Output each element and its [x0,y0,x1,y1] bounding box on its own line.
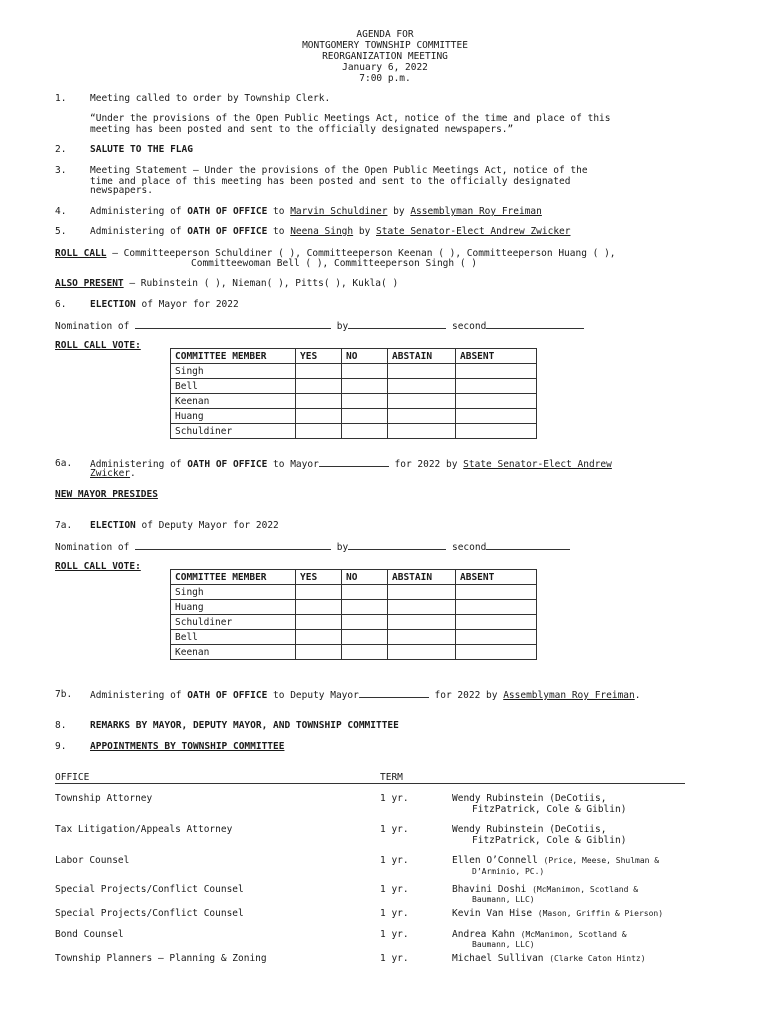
item-6-desc: of Mayor for 2022 [135,299,239,310]
appointee-name: Wendy Rubinstein (DeCotiis, [452,824,607,835]
vote-absent-cell[interactable] [456,645,537,660]
member-name: Huang [171,409,296,424]
vote-yes-cell[interactable] [296,379,342,394]
appointment-term: 1 yr. [380,855,409,866]
item-7a-number: 7a. [55,520,73,531]
member-name: Singh [171,364,296,379]
item-4-official: Assemblyman Roy Freiman [410,206,542,217]
appointee-firm: (Mason, Griffin & Pierson) [537,909,664,918]
appointment-name-cont: FitzPatrick, Cole & Giblin) [472,835,627,846]
item-7b-number: 7b. [55,689,73,700]
vote-table-1 [170,348,537,439]
item-5-to: to [267,226,291,237]
member-name: Schuldiner [171,615,296,630]
item-6-number: 6. [55,299,67,310]
item-6a-blank[interactable] [319,458,389,467]
col-no: NO [342,570,388,585]
item-5-text [90,226,570,237]
appointment-firm-cont: D’Arminio, PC.) [472,867,545,876]
item-7b-period: . [634,690,641,701]
item-5-by: by [353,226,377,237]
appointee-name: Bhavini Doshi [452,884,533,895]
col-abstain: ABSTAIN [388,349,456,364]
item-8-text: REMARKS BY MAYOR, DEPUTY MAYOR, AND TOWNSHIP COMMITTEE [90,720,399,731]
item-6a-oath: OATH OF OFFICE [187,459,268,470]
appointment-office: Special Projects/Conflict Counsel [55,908,244,919]
item-7b-prefix: Administering of [90,690,188,701]
nomination-1 [55,320,584,332]
vote-yes-cell[interactable] [296,645,342,660]
header-line-committee: MONTGOMERY TOWNSHIP COMMITTEE [302,40,468,51]
appointment-firm-cont: Baumann, LLC) [472,895,535,904]
appointment-office: Labor Counsel [55,855,130,866]
nomination-2-label: Nomination of [55,542,136,553]
item-6a-mayor: to Mayor [267,459,319,470]
appointee-firm: (Price, Meese, Shulman & [543,856,660,865]
item-3-line-1: Meeting Statement – Under the provisions of the Open Public Meetings Act, notice of the [90,165,588,176]
item-3-line-2: time and place of this meeting has been posted and sent to the officially designated [90,176,571,187]
appointment-firm-cont: Baumann, LLC) [472,940,535,949]
item-6a-for: for 2022 by [388,459,464,470]
appointment-name [452,953,646,964]
member-name: Schuldiner [171,424,296,439]
vote-yes-cell[interactable] [296,424,342,439]
item-6a-number: 6a. [55,458,73,469]
item-5-number: 5. [55,226,67,237]
item-4-text [90,206,542,217]
item-3-line-3: newspapers. [90,185,153,196]
appointee-name: Andrea Kahn [452,929,521,940]
member-name: Keenan [171,645,296,660]
item-7b-official: Assemblyman Roy Freiman [503,690,635,701]
col-yes: YES [296,349,342,364]
vote-abstain-cell[interactable] [388,585,456,600]
item-4-oath: OATH OF OFFICE [187,206,268,217]
appointee-name: Wendy Rubinstein (DeCotiis, [452,793,607,804]
vote-absent-cell[interactable] [456,379,537,394]
vote-no-cell[interactable] [342,600,388,615]
appointment-name-cont: FitzPatrick, Cole & Giblin) [472,804,627,815]
item-9-number: 9. [55,741,67,752]
item-6-text [90,299,239,310]
member-name: Bell [171,630,296,645]
item-7b-oath: OATH OF OFFICE [187,690,268,701]
vote-table-1-header [171,349,537,364]
vote-yes-cell[interactable] [296,409,342,424]
table-row [171,409,537,424]
table-row [171,424,537,439]
appointment-office: Township Attorney [55,793,153,804]
appointment-office: Township Planners – Planning & Zoning [55,953,267,964]
table-row [171,600,537,615]
col-absent: ABSENT [456,349,537,364]
appointment-office: Bond Counsel [55,929,124,940]
roll-call-vote-2-label: ROLL CALL VOTE: [55,561,141,572]
vote-table-2-header [171,570,537,585]
vote-absent-cell[interactable] [456,364,537,379]
appointment-term: 1 yr. [380,908,409,919]
vote-abstain-cell[interactable] [388,409,456,424]
item-4-prefix: Administering of [90,206,188,217]
roll-call-label: ROLL CALL [55,248,107,259]
nomination-2-second: second [446,542,487,553]
item-1-quote-line-1: “Under the provisions of the Open Public Meetings Act, notice of the time and place of this [90,113,611,124]
col-abstain: ABSTAIN [388,570,456,585]
appointee-name: Ellen O’Connell [452,855,544,866]
roll-call-members-1: – Committeeperson Schuldiner ( ), Committeeperson Keenan ( ), Committeeperson Huang ( ), [106,248,616,259]
vote-no-cell[interactable] [342,645,388,660]
member-name: Keenan [171,394,296,409]
vote-no-cell[interactable] [342,615,388,630]
vote-abstain-cell[interactable] [388,600,456,615]
item-1-number: 1. [55,93,67,104]
nomination-2-by-blank[interactable] [348,541,446,550]
item-9-text: APPOINTMENTS BY TOWNSHIP COMMITTEE [90,741,285,752]
appointment-name [452,824,606,835]
appointments-office-header: OFFICE [55,772,93,783]
item-4-by: by [387,206,411,217]
appointment-term: 1 yr. [380,953,409,964]
roll-call-vote-1-label: ROLL CALL VOTE: [55,340,141,351]
vote-abstain-cell[interactable] [388,379,456,394]
table-row [171,364,537,379]
item-5-oath: OATH OF OFFICE [187,226,268,237]
vote-abstain-cell[interactable] [388,645,456,660]
nomination-1-by: by [331,321,349,332]
vote-absent-cell[interactable] [456,409,537,424]
vote-absent-cell[interactable] [456,424,537,439]
item-6a-official: State Senator-Elect Andrew [463,459,612,470]
item-2-text: SALUTE TO THE FLAG [90,144,193,155]
member-name: Bell [171,379,296,394]
vote-yes-cell[interactable] [296,364,342,379]
vote-yes-cell[interactable] [296,394,342,409]
new-mayor-presides: NEW MAYOR PRESIDES [55,489,158,500]
table-row [171,585,537,600]
vote-absent-cell[interactable] [456,394,537,409]
col-committee-member: COMMITTEE MEMBER [171,570,296,585]
also-present-label: ALSO PRESENT [55,278,124,289]
appointee-firm: (McManimon, Scotland & [520,930,627,939]
appointment-term: 1 yr. [380,884,409,895]
roll-call-line-2: Committeewoman Bell ( ), Committeeperson Singh ( ) [191,258,477,269]
appointments-header-rule [55,772,685,784]
vote-yes-cell[interactable] [296,600,342,615]
vote-yes-cell[interactable] [296,630,342,645]
item-3-number: 3. [55,165,67,176]
header-line-agenda: AGENDA FOR [356,29,414,40]
table-row [171,615,537,630]
item-5-name: Neena Singh [290,226,354,237]
nomination-1-blank[interactable] [135,320,331,329]
appointment-term: 1 yr. [380,929,409,940]
nomination-1-second: second [446,321,487,332]
table-row [171,379,537,394]
vote-yes-cell[interactable] [296,615,342,630]
vote-abstain-cell[interactable] [388,424,456,439]
appointment-name [452,855,659,866]
appointment-name [452,793,606,804]
item-6-election: ELECTION [90,299,136,310]
member-name: Singh [171,585,296,600]
appointment-name [452,908,663,919]
item-6a-text [90,458,612,470]
vote-table-2 [170,569,537,660]
nomination-1-by-blank[interactable] [348,320,446,329]
item-7b-for: for 2022 by [428,690,504,701]
item-7b-deputy: to Deputy Mayor [267,690,359,701]
table-row [171,394,537,409]
member-name: Huang [171,600,296,615]
item-4-name: Marvin Schuldiner [290,206,388,217]
appointment-term: 1 yr. [380,824,409,835]
nomination-2-blank[interactable] [135,541,331,550]
appointment-term: 1 yr. [380,793,409,804]
table-row [171,630,537,645]
vote-absent-cell[interactable] [456,630,537,645]
appointment-office: Tax Litigation/Appeals Attorney [55,824,233,835]
appointee-name: Kevin Van Hise [452,908,538,919]
item-6a-official-cont: Zwicker [90,468,131,479]
appointee-firm: (Clarke Caton Hintz) [549,954,646,963]
col-yes: YES [296,570,342,585]
col-committee-member: COMMITTEE MEMBER [171,349,296,364]
item-6a-line-2 [90,468,136,479]
item-2-number: 2. [55,144,67,155]
item-5-official: State Senator-Elect Andrew Zwicker [376,226,571,237]
vote-absent-cell[interactable] [456,600,537,615]
nomination-2-by: by [331,542,349,553]
nomination-1-label: Nomination of [55,321,136,332]
vote-no-cell[interactable] [342,409,388,424]
vote-abstain-cell[interactable] [388,630,456,645]
header-line-date: January 6, 2022 [342,62,428,73]
header-line-time: 7:00 p.m. [359,73,411,84]
col-absent: ABSENT [456,570,537,585]
item-7b-text [90,689,640,701]
item-7a-desc: of Deputy Mayor for 2022 [135,520,279,531]
item-8-number: 8. [55,720,67,731]
vote-no-cell[interactable] [342,364,388,379]
appointment-office: Special Projects/Conflict Counsel [55,884,244,895]
item-6a-prefix: Administering of [90,459,188,470]
also-present [55,278,398,289]
vote-absent-cell[interactable] [456,615,537,630]
vote-yes-cell[interactable] [296,585,342,600]
item-7b-blank[interactable] [359,689,429,698]
item-1-text: Meeting called to order by Township Clerk. [90,93,331,104]
vote-no-cell[interactable] [342,424,388,439]
item-6a-period: . [130,468,136,479]
item-7a-text [90,520,279,531]
header-line-meeting: REORGANIZATION MEETING [322,51,448,62]
vote-no-cell[interactable] [342,585,388,600]
nomination-2-second-blank[interactable] [486,541,570,550]
col-no: NO [342,349,388,364]
also-present-names: – Rubinstein ( ), Nieman( ), Pitts( ), Kukla( ) [123,278,399,289]
appointee-name: Michael Sullivan [452,953,550,964]
appointee-firm: (McManimon, Scotland & [532,885,639,894]
vote-absent-cell[interactable] [456,585,537,600]
item-4-number: 4. [55,206,67,217]
table-row [171,645,537,660]
vote-no-cell[interactable] [342,630,388,645]
vote-no-cell[interactable] [342,379,388,394]
item-4-to: to [267,206,291,217]
vote-no-cell[interactable] [342,394,388,409]
nomination-2 [55,541,570,553]
item-7a-election: ELECTION [90,520,136,531]
item-5-prefix: Administering of [90,226,188,237]
vote-abstain-cell[interactable] [388,364,456,379]
vote-abstain-cell[interactable] [388,394,456,409]
vote-abstain-cell[interactable] [388,615,456,630]
appointments-term-header: TERM [380,772,407,783]
nomination-1-second-blank[interactable] [486,320,584,329]
item-1-quote-line-2: meeting has been posted and sent to the officially designated newspapers.” [90,124,514,135]
